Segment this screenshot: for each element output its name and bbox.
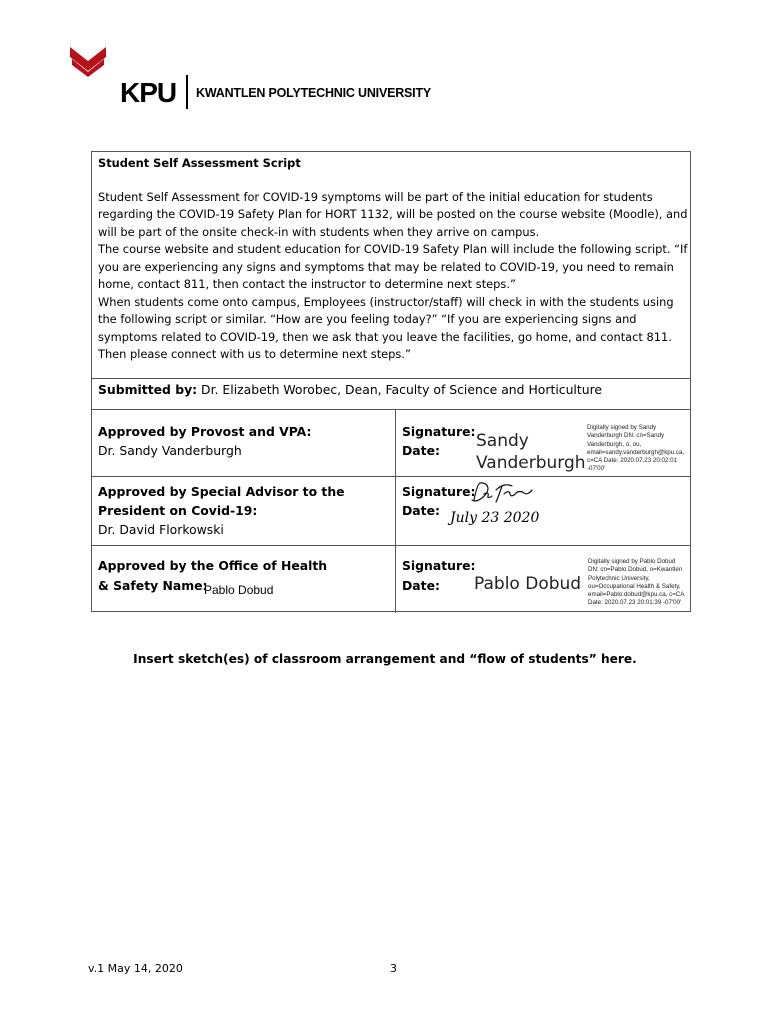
handwritten-signature-icon	[468, 480, 538, 506]
insert-instruction: Insert sketch(es) of classroom arrangement and “flow of students” here.	[133, 652, 637, 666]
date-label: Date:	[402, 578, 440, 593]
approval-health-safety	[98, 556, 388, 596]
signature-label: Signature:	[402, 558, 476, 573]
signature-label: Signature:	[402, 424, 476, 439]
handwritten-date: July 23 2020	[450, 510, 540, 526]
digital-signature-details: Digitally signed by Pablo Dobud DN: cn=Pablo Dobud, o=Kwantlen Polytechnic University, ou=Occupational Health & Safety, email=Pablo.dobud@kpu.ca, c=CA Date: 2020.07.23 20:01:39 -07'00'	[588, 558, 685, 607]
approver-name: Dr. David Florkowski	[98, 522, 224, 537]
signature-label: Signature:	[402, 484, 476, 499]
kpu-logo	[58, 45, 432, 108]
section-divider	[92, 378, 690, 379]
script-paragraph-2: The course website and student education for COVID-19 Safety Plan will include the following script. “If you are experiencing any signs and symptoms that may be related to COVID-19, you need to remain home, contact 811, then contact the instructor to determine next steps.”	[98, 242, 688, 291]
submitted-row	[98, 380, 688, 400]
signature-block-advisor	[402, 482, 688, 542]
row-divider	[92, 545, 690, 546]
column-divider	[395, 409, 396, 613]
approval-label: Approved by Provost and VPA:	[98, 424, 312, 439]
digital-signature-name	[476, 430, 586, 474]
approval-special-advisor	[98, 482, 388, 539]
submitted-value: Dr. Elizabeth Worobec, Dean, Faculty of Science and Horticulture	[197, 382, 603, 397]
approval-table	[91, 151, 691, 612]
logo-text: KPU	[120, 77, 177, 108]
approval-provost	[98, 422, 388, 460]
signature-block-health-safety	[402, 556, 688, 612]
signature-name-line1: Sandy	[476, 431, 529, 451]
script-paragraph-3: When students come onto campus, Employees (instructor/staff) will check in with the students using the following script or similar. “How are you feeling today?” “If you are experiencing signs and symptoms related to COVID-19, then we ask that you leave the facilities, go home, and contact 811. Then please connect with us to determine next steps.”	[98, 294, 674, 361]
signature-block-provost	[402, 422, 688, 476]
row-divider	[92, 476, 690, 477]
approver-name: Dr. Sandy Vanderburgh	[98, 443, 242, 458]
university-name: KWANTLEN POLYTECHNIC UNIVERSITY	[196, 86, 432, 100]
script-paragraph-1: Student Self Assessment for COVID-19 symptoms will be part of the initial education for students regarding the COVID-19 Safety Plan for HORT 1132, will be posted on the course website (Moodle), and will be part of the onsite check-in with students when they arrive on campus.	[98, 189, 688, 239]
logo-divider	[186, 75, 188, 109]
section-title: Student Self Assessment Script	[98, 156, 301, 170]
submitted-label: Submitted by:	[98, 382, 198, 397]
date-label: Date:	[402, 443, 440, 458]
digital-signature-details: Digitally signed by Sandy Vanderburgh DN: cn=Sandy Vanderburgh, o, ou, email=sandy.vanderburgh@kpu.ca, c=CA Date: 2020.07.23 20:02:01 -07'00'	[587, 424, 685, 473]
approval-label: Approved by Special Advisor to the President on Covid-19:	[98, 484, 345, 518]
approval-label: Approved by the Office of Health & Safety Name:	[98, 558, 328, 593]
section-divider	[92, 409, 690, 410]
page-number: 3	[390, 962, 397, 975]
kpu-chevron-icon	[58, 45, 118, 85]
script-section	[98, 155, 688, 364]
approver-name: Pablo Dobud	[204, 583, 274, 597]
date-label: Date:	[402, 503, 440, 518]
signature-name-line2: Vanderburgh	[476, 453, 586, 473]
footer-version: v.1 May 14, 2020	[88, 962, 183, 975]
digital-signature-name: Pablo Dobud	[474, 574, 582, 594]
